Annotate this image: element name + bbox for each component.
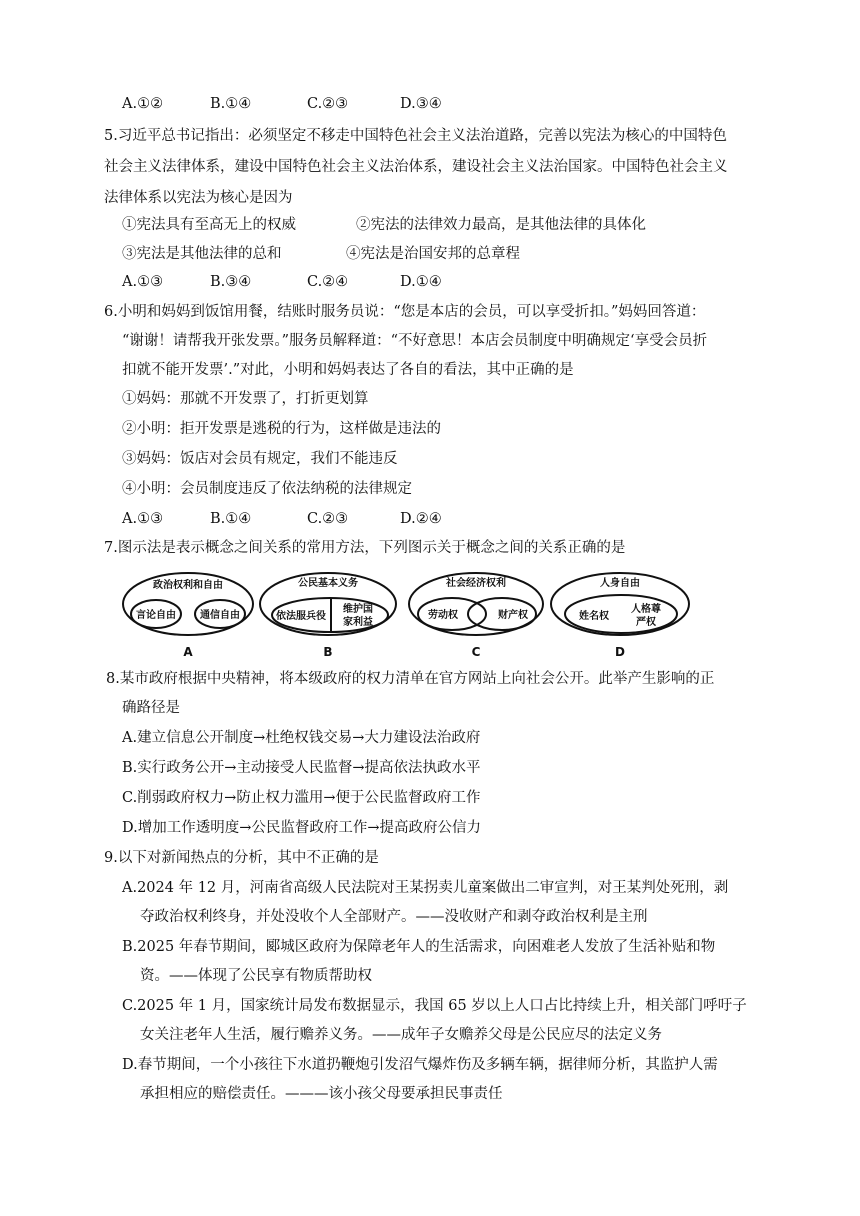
diagram-d-left-label: 姓名权 — [579, 611, 609, 622]
q8-option-b: B.实行政务公开→主动接受人民监督→提高依法执政水平 — [122, 760, 481, 776]
diagram-c-letter: C — [471, 645, 481, 659]
q5-statement-1: ①宪法具有至高无上的权威 — [122, 217, 296, 233]
q8-stem-line-2: 确路径是 — [122, 700, 180, 716]
diagram-a-letter: A — [183, 645, 193, 659]
q8-stem-line-1: 8.某市政府根据中央精神，将本级政府的权力清单在官方网站上向社会公开。此举产生影响的正 — [106, 671, 715, 687]
diagram-a-left-label: 言论自由 — [136, 610, 176, 621]
q7-concept-diagrams — [118, 568, 708, 662]
q6-option-c: C.②③ — [307, 511, 349, 527]
q6-statement-1: ①妈妈：那就不开发票了，打折更划算 — [122, 391, 369, 407]
q9-option-d-line-2: 承担相应的赔偿责任。———该小孩父母要承担民事责任 — [140, 1086, 503, 1102]
q9-option-b-line-1: B.2025 年春节期间，郾城区政府为保障老年人的生活需求，向困难老人发放了生活补贴和物 — [122, 939, 716, 955]
q5-statement-2: ②宪法的法律效力最高，是其他法律的具体化 — [356, 217, 646, 233]
q6-stem-line-3: 扣就不能开发票’.”对此，小明和妈妈表达了各自的看法，其中正确的是 — [122, 362, 574, 378]
diagram-b-letter: B — [323, 645, 333, 659]
q4-option-b: B.①④ — [210, 96, 252, 112]
diagram-b-right-label-line1: 维护国 — [343, 604, 373, 615]
diagram-b-left-label: 依法服兵役 — [276, 611, 326, 622]
q8-option-a: A.建立信息公开制度→杜绝权钱交易→大力建设法治政府 — [122, 730, 481, 746]
q9-stem: 9.以下对新闻热点的分析，其中不正确的是 — [104, 850, 379, 866]
q8-option-d: D.增加工作透明度→公民监督政府工作→提高政府公信力 — [122, 820, 482, 836]
q5-statement-3: ③宪法是其他法律的总和 — [122, 246, 282, 262]
q9-option-a-line-1: A.2024 年 12 月，河南省高级人民法院对王某拐卖儿童案做出二审宣判，对王某判处死刑，剥 — [122, 880, 729, 896]
q4-option-c: C.②③ — [307, 96, 349, 112]
q5-option-d: D.①④ — [400, 274, 442, 290]
q5-stem-line-2: 社会主义法律体系，建设中国特色社会主义法治体系，建设社会主义法治国家。中国特色社会主义 — [104, 159, 728, 175]
q5-option-b: B.③④ — [210, 274, 252, 290]
q6-option-a: A.①③ — [122, 511, 164, 527]
q5-stem-line-1: 5.习近平总书记指出：必须坚定不移走中国特色社会主义法治道路，完善以宪法为核心的中国特色 — [104, 128, 727, 144]
q5-stem-line-3: 法律体系以宪法为核心是因为 — [104, 190, 293, 206]
q6-stem-line-2: “谢谢！请帮我开张发票。”服务员解释道：“不好意思！本店会员制度中明确规定‘享受会员折 — [122, 333, 708, 349]
diagram-d-right-label-line1: 人格尊 — [631, 604, 661, 615]
q9-option-c-line-2: 女关注老年人生活，履行赡养义务。——成年子女赡养父母是公民应尽的法定义务 — [140, 1027, 662, 1043]
q5-option-c: C.②④ — [307, 274, 349, 290]
q5-option-a: A.①③ — [122, 274, 164, 290]
diagram-d-letter: D — [615, 645, 625, 659]
diagram-d-title: 人身自由 — [600, 578, 640, 589]
diagram-c-left-label: 劳动权 — [428, 610, 458, 621]
q9-option-a-line-2: 夺政治权利终身，并处没收个人全部财产。——没收财产和剥夺政治权利是主刑 — [140, 909, 648, 925]
q6-statement-4: ④小明：会员制度违反了依法纳税的法律规定 — [122, 481, 412, 497]
q6-option-d: D.②④ — [400, 511, 442, 527]
q9-option-d-line-1: D.春节期间，一个小孩往下水道扔鞭炮引发沼气爆炸伤及多辆车辆，据律师分析，其监护人需 — [122, 1057, 718, 1073]
q7-stem: 7.图示法是表示概念之间关系的常用方法，下列图示关于概念之间的关系正确的是 — [104, 540, 626, 556]
q8-option-c: C.削弱政府权力→防止权力滥用→便于公民监督政府工作 — [122, 790, 481, 806]
q6-stem-line-1: 6.小明和妈妈到饭馆用餐，结账时服务员说：“您是本店的会员，可以享受折扣。”妈妈回答道： — [104, 304, 706, 320]
diagram-c-title: 社会经济权利 — [446, 578, 506, 589]
q5-statement-4: ④宪法是治国安邦的总章程 — [346, 246, 520, 262]
q6-statement-3: ③妈妈：饭店对会员有规定，我们不能违反 — [122, 451, 398, 467]
diagram-b-right-label-line2: 家利益 — [343, 617, 373, 628]
diagram-c-right-label: 财产权 — [498, 610, 528, 621]
q4-option-d: D.③④ — [400, 96, 442, 112]
diagram-b-title: 公民基本义务 — [298, 578, 358, 589]
q6-statement-2: ②小明：拒开发票是逃税的行为，这样做是违法的 — [122, 421, 441, 437]
diagram-d-right-label-line2: 严权 — [636, 617, 656, 628]
diagram-a-title: 政治权利和自由 — [153, 580, 223, 591]
q6-option-b: B.①④ — [210, 511, 252, 527]
q9-option-b-line-2: 资。——体现了公民享有物质帮助权 — [140, 968, 372, 984]
q4-option-a: A.①② — [122, 96, 164, 112]
q9-option-c-line-1: C.2025 年 1 月，国家统计局发布数据显示，我国 65 岁以上人口占比持续上升，相关部门呼吁子 — [122, 998, 747, 1014]
diagram-a-right-label: 通信自由 — [200, 610, 240, 621]
